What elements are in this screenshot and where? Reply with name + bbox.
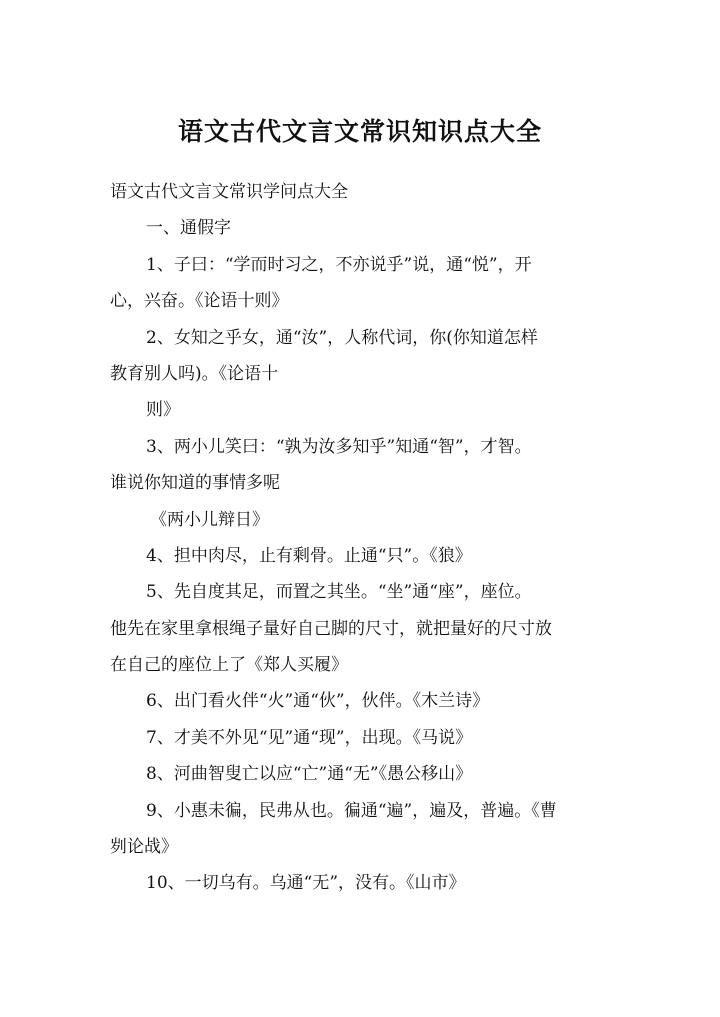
text-line: 1、子曰：“学而时习之，不亦说乎”说，通“悦”，开 <box>146 254 532 275</box>
text-line: 一、通假字 <box>146 218 231 239</box>
text-line: 3、两小儿笑曰：“孰为汝多知乎”知通“智”，才智。 <box>146 436 532 457</box>
text-line: 10、一切乌有。乌通“无”，没有。《山市》 <box>146 873 466 894</box>
text-line: 6、出门看火伴“火”通“伙”，伙伴。《木兰诗》 <box>146 691 490 712</box>
document-body <box>110 174 610 902</box>
text-line: 他先在家里拿根绳子量好自己脚的尺寸，就把量好的尺寸放 <box>110 618 552 639</box>
text-line: 心，兴奋。《论语十则》 <box>110 291 289 312</box>
text-line: 7、才美不外见“见”通“现”，出现。《马说》 <box>146 727 473 748</box>
text-line: 谁说你知道的事情多呢 <box>110 473 280 494</box>
document-title: 语文古代文言文常识知识点大全 <box>177 117 542 146</box>
text-line: 4、担中肉尽，止有剩骨。止通“只”。《狼》 <box>146 545 472 566</box>
text-line: 则》 <box>146 400 180 421</box>
text-line: 《两小儿辩日》 <box>150 509 269 530</box>
text-line: 在自己的座位上了《郑人买履》 <box>110 655 348 676</box>
text-line: 教育别人吗)。《论语十 <box>110 363 279 384</box>
text-line: 语文古代文言文常识学问点大全 <box>110 182 348 202</box>
text-line: 9、小惠未徧，民弗从也。徧通“遍”，遍及，普遍。《曹 <box>146 800 557 821</box>
text-line: 2、女知之乎女，通“汝”，人称代词，你(你知道怎样 <box>146 327 538 348</box>
text-line: 8、河曲智叟亡以应“亡”通“无”《愚公移山》 <box>146 764 473 785</box>
text-line: 5、先自度其足，而置之其坐。“坐”通“座”，座位。 <box>146 582 532 603</box>
text-line: 刿论战》 <box>110 837 178 858</box>
